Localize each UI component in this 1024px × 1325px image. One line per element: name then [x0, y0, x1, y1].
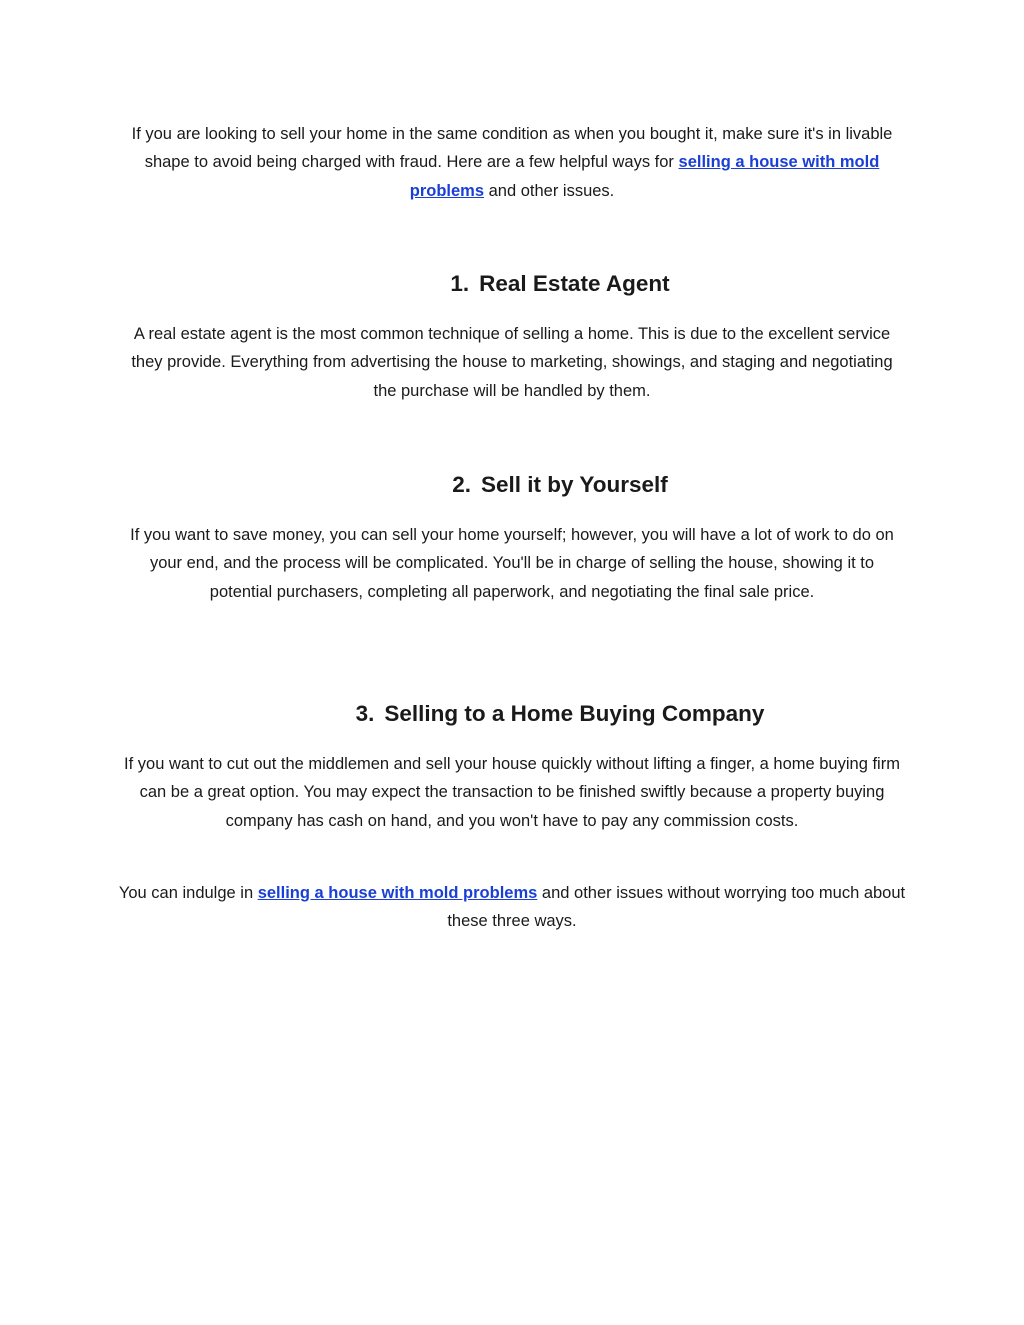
- intro-paragraph: [118, 120, 906, 205]
- section-title: Real Estate Agent: [479, 271, 670, 296]
- section-number: 1.: [450, 271, 470, 296]
- closing-text-before: You can indulge in: [118, 884, 258, 902]
- closing-text-after: and other issues without worrying too much about these three ways.: [447, 884, 906, 931]
- section-title: Sell it by Yourself: [481, 472, 668, 497]
- section-body-real-estate-agent: A real estate agent is the most common technique of selling a home. This is due to the excellent service they provide. Everything from advertising the house to marketing, showings, and staging and negotiating the purchase will be handled by them.: [131, 325, 893, 400]
- section-number: 3.: [355, 701, 375, 726]
- intro-text-after: and other issues.: [484, 181, 615, 200]
- closing-paragraph: [118, 879, 906, 936]
- section-title: Selling to a Home Buying Company: [384, 701, 765, 726]
- section-number: 2.: [452, 472, 472, 497]
- section-heading-home-buying-company: [118, 699, 906, 729]
- section-body-home-buying-company: If you want to cut out the middlemen and sell your house quickly without lifting a finger, a home buying firm can be a great option. You may expect the transaction to be finished swiftly because a property buying company has cash on hand, and you won't have to pay any commission costs.: [124, 755, 900, 830]
- selling-mold-house-link-closing[interactable]: selling a house with mold problems: [257, 884, 538, 902]
- section-body-sell-by-yourself: If you want to save money, you can sell your home yourself; however, you will have a lot of work to do on your end, and the process will be complicated. You'll be in charge of selling the house, showing it to potential purchasers, completing all paperwork, and negotiating the final sale price.: [130, 526, 894, 601]
- section-heading-sell-by-yourself: [118, 470, 906, 500]
- section-heading-real-estate-agent: [118, 269, 906, 299]
- selling-mold-house-link[interactable]: selling a house with mold problems: [409, 153, 880, 200]
- intro-text-before: If you are looking to sell your home in the same condition as when you bought it, make sure it's in livable shape to avoid being charged with fraud. Here are a few helpful ways for: [131, 125, 893, 172]
